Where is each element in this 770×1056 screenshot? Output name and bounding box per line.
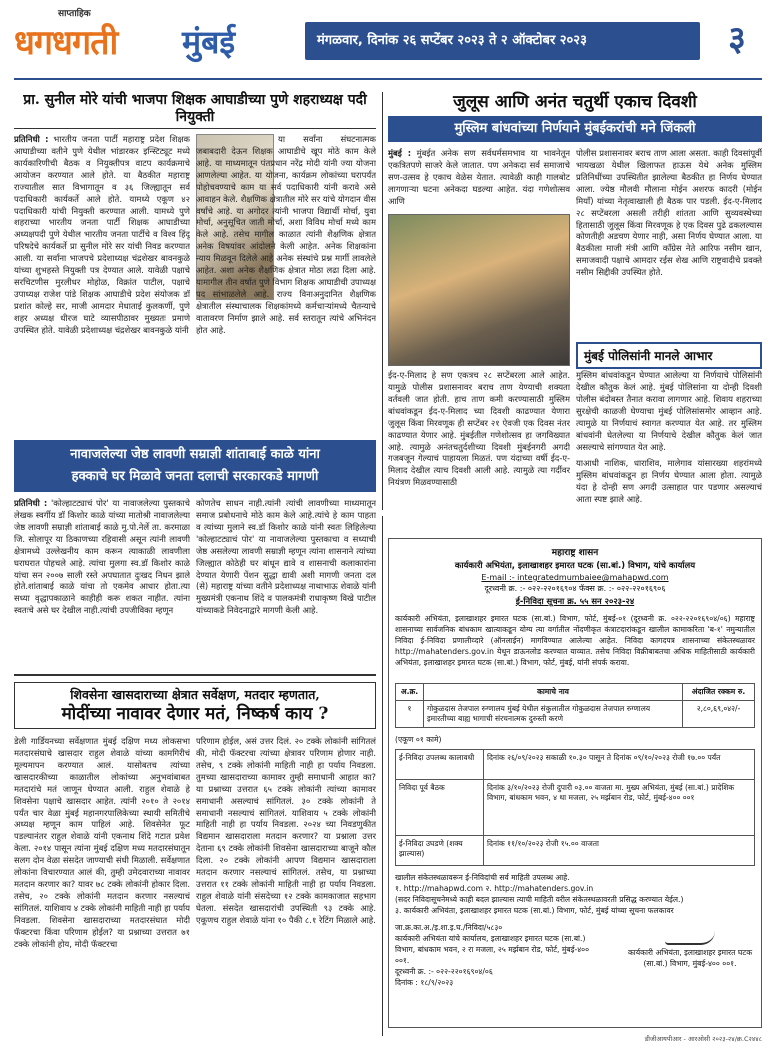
masthead: [0, 0, 770, 86]
article4-col2: परिणाम होईल, असं उत्तर दिलं. २० टक्के लोकांनी सांगितलं की, मोदी फॅक्टरचा त्यांच्या क्षेत्रावर परिणाम होणार नाही. तसेच, ९ टक्के लोकांनी माहिती नाही हा पर्याय निवडला. तुमच्या खासदाराच्या कामावर तुम्ही समाधानी आहात का? या प्रश्नाच्या उत्तरात ६५ टक्के लोकांनी त्यांच्या कामावर समाधानी असल्याचं सांगितलं. ३० टक्के लोकांनी ते समाधानी नसल्याचं सांगितलं. याशिवाय ५ टक्के लोकांनी माहिती नाही हा पर्याय निवडला. २०२४ च्या निवडणुकीत विद्यमान खासदाराला मतदान करणार? या प्रश्नाला उत्तर देताना ६९ टक्के लोकांनी शिवसेना खासदाराच्या बाजूने कौल दिला. २० टक्के लोकांनी आपण विद्यमान खासदाराला मतदान करणार नसल्याचं सांगितलं. तसेच, या प्रश्नाच्या उत्तरात ११ टक्के लोकांनी माहिती नाही हा पर्याय निवडला. राहुल शेवाळे यांनी संसदेच्या १२ टक्के कामकाजात सहभाग घेतला. संसदेत खासदारांची उपस्थिती ९३ टक्के आहे. एकूणच राहुल शेवाळे यांना १० पैकी ८.१ रेटिंग मिळाले आहे.: [196, 736, 376, 925]
header-divider: [14, 78, 762, 80]
col-header-no: अ.क्र.: [396, 684, 424, 701]
article2-byline: मुंबई :: [388, 148, 412, 158]
tender-note-1: १. http://mahapwd.com २. http://mahatenders.gov.in: [395, 884, 594, 893]
article4-headline-line1: शिवसेना खासदाराच्या क्षेत्रात सर्वेक्षण, मतदार म्हणतात,: [70, 687, 320, 702]
article1-headline: प्रा. सुनील मोरे यांची भाजपा शिक्षक आघाडीच्या पुणे शहराध्यक्ष पदी नियुक्ती: [23, 92, 367, 125]
tender-total-works: (एकूण ०१ कामे): [395, 735, 442, 744]
tender-title: महाराष्ट्र शासन: [551, 548, 599, 558]
article2-col2-bottom: मुस्लिम बांधवांकडून घेण्यात आलेल्या या निर्णयाचे पोलिसांनी देखील कौतुक केलं आहे. मुंबई पोलिसांना या दोन्ही दिवशी पोलीस बंदोबस्त तैनात करावा लागणार आहे. शिवाय शहराच्या सुरक्षेची काळजी घेण्याचा मुंबई पोलिसांसमोर आव्हान आहे. त्यामुळे या निर्णयाचं स्वागत करण्यात येत आहे. तर मुस्लिम बांधवांनी घेतलेल्या या निर्णयाचे देखील कौतुक केलं जात असल्याचे सांगण्यात येत आहे.: [576, 370, 762, 452]
article3-col2: कोणतेच साधन नाही.त्यांनी त्यांची लावणीच्या माध्यमातून समाज प्रबोधनाचे मोठे काम केले आहे.त्यांचे हे काम पाहता व त्यांच्या मुलाने स्व.डॉ किशोर काळे यांनी स्वतः लिहिलेल्या 'कोल्हाटट्याचं पोर' या नावाजलेल्या पुस्तकाचा व सध्याची जेष्ठ असलेल्या लावणी सम्राज्ञी म्हणून त्यांना शासनाने त्यांच्या जिल्ह्यात कोठेही घर बांधून द्यावे व शासनाची कलाकारांना देण्यात येणारी पेंशन सुद्धा द्यावी अशी मागणी जनता दल (से) महाराष्ट्र यांच्या वतीने प्रदेशाध्यक्ष नाथाभाऊ शेवाळे यांनी मुख्यमंत्री एकनाथ शिंदे व पालकमंत्री राधाकृष्ण विखे पाटील यांच्याकडे निवेदनाद्वारे मागणी केली आहे.: [196, 498, 376, 616]
article2-col2-tail: याआधी नाशिक, धाराशिव, मालेगाव यांसारख्या शहरांमध्ये मुस्लिम बांधवांकडून हा निर्णय घेण्यात आला होता. त्यामुळे यंदा हे दोन्ही सण अगदी उत्साहात पार पडणार असल्याचं आता स्पष्ट झाले आहे.: [576, 458, 762, 504]
issue-date: मंगळवार, दिनांक २६ सप्टेंबर २०२३ ते २ ऑक्टोबर २०२३: [305, 22, 700, 60]
schedule-value-3: दिनांक ११/१०/२०२३ रोजी १५.०० वाजता: [484, 836, 755, 866]
column-divider-bottom: [382, 516, 383, 1036]
article3-byline: प्रतिनिधी :: [14, 498, 48, 508]
column-divider-top: [382, 92, 383, 510]
tender-outward-no: जा.क्र.का.अ./इ.शा.इ.घ./निविदा/५८३०: [395, 923, 503, 932]
table-row: [396, 750, 755, 780]
tender-sender-office: कार्यकारी अभियंता यांचे कार्यालय, इलाखाशहर इमारत घटक (सा.बां.) विभाग, बांधकाम भवन, २ रा मजला, २५ मर्झबान रोड, फोर्ट, मुंबई-४०० ००१.: [395, 934, 590, 965]
newspaper-logo: [14, 8, 259, 74]
article4-headline: [14, 682, 376, 729]
article3-headline-line2: हक्काचे घर मिळावे जनता दलाची सरकारकडे मागणी: [71, 469, 319, 484]
schedule-label-3: ई-निविदा उघडणे (शक्य झाल्यास): [396, 836, 484, 866]
article2-photo: [388, 214, 570, 366]
article1-col1: प्रतिनिधी : भारतीय जनता पार्टी महाराष्ट्र प्रदेश शिक्षक आघाडीच्या वतीने पुणे येथील भांडारकर इन्स्टिट्यूट मध्ये कार्यकारिणीची बैठक व नियुक्तीपत्र वाटप कार्यक्रमाचे आयोजन करण्यात आले होते. या बैठकीत महाराष्ट्र राज्यातील सात विभागातून व ३६ जिल्ह्यातून सर्व पदाधिकारी कार्यकर्ते आले होते. यामध्ये एकूण ४२ पदाधिकारी यांची नियुक्ती करण्यात आली. यामध्ये पुणे शहराच्या भारतीय जनता पार्टी शिक्षक आघाडीच्या अध्यक्षपदी पुणे येथील भारतीय जनता पार्टीचे व विश्व हिंदू परिषदेचे कार्यकर्ते प्रा सुनील मोरे सर यांची निवड करण्यात आली. या सर्वांना भाजपचे प्रदेशाध्यक्ष चंद्रशेखर बावनकुळे यांच्या शुभहस्ते नियुक्ती पत्र देण्यात आले. यावेळी पक्षाचे सरचिटणीस मुरलीधर मोहोळ, विक्रांत पाटील, पक्षाचे उपाध्यक्ष राजेश पांडे शिक्षक आघाडीचे प्रदेश संयोजक डॉ प्रशांत कोल्हे सर, माजी आमदार मेधाताई कुलकर्णी, पुणे शहर अध्यक्ष धीरज घाटे व्यासपीठावर मुख्यतः प्रमाणे उपस्थित होते. यावेळी प्रदेशाध्यक्ष चंद्रशेखर बावनकुळे यांनी: [14, 134, 190, 335]
tender-email: E-mail :- integratedmumbaiee@mahapwd.com: [481, 573, 669, 582]
col-header-work: कामाचे नाव: [424, 684, 683, 701]
article2-col1-top: मुंबई : मुंबईत अनेक सण सर्वधर्मसमभाव या भावनेतून एकत्रितपणे साजरे केले जातात. पण अनेकदा सर्व समाजाचे सण-उत्सव हे एकाच वेळेस येतात. त्यावेळी काही गालबोट लागणाऱ्या घटना अनेकदा घडल्या आहेत. यंदा गणेशोत्सव आणि: [388, 148, 570, 206]
tender-phone: दूरध्वनी क्र. :- ०२२-२२०१६९०४ फॅक्स क्र. :- ०२२-२२०१६९०६: [484, 584, 666, 593]
tender-notice-number: ई-निविदा सूचना क्र. ५५ सन २०२३-२४: [515, 596, 635, 606]
table-row: [396, 836, 755, 866]
article2-col1-bottom: ईद-ए-मिलाद हे सण एकत्रच २८ सप्टेंबरला आले आहेत. यामुळे पोलीस प्रशासनावर बराच ताण येण्याची शक्यता वर्तवली जात होती. हाच ताण कमी करण्यासाठी मुस्लिम बांधवांकडून ईद-ए-मिलाद च्या दिवशी काढण्यात येणारा जुलूस किंवा मिरवणूक ही सप्टेंबर २१ ऐवजी एक दिवस नंतर काढण्यात येणार आहे. मुंबईतील गणेशोत्सव हा जगविख्यात आहे. त्यामुळे अनंतचतुर्दशीच्या दिवशी मुंबईनगरी अगदी गजबजून गेल्याचं पाहायला मिळतं. पण यंदाच्या वर्षी ईद-ए-मिलाद देखील त्याच दिवशी आली आहे. त्यामुळे त्या गर्दीवर नियंत्रण मिळवण्यासाठी: [388, 370, 570, 488]
article2-headline-line1: जुलूस आणि अनंत चतुर्थी एकाच दिवशी: [453, 92, 697, 112]
article1-byline: प्रतिनिधी :: [14, 134, 49, 144]
article1-divider: [14, 128, 376, 129]
tender-sender-phone: दूरध्वनी क्र. :- ०२२-२२०१६९०४/०६: [395, 967, 493, 976]
tender-note-2: (सदर निविदासूचनेमध्ये काही बदल झाल्यास त्याची माहिती वरील संकेतस्थळावरती प्रसिद्ध करण्यात येईल.): [395, 895, 684, 904]
signature-icon: [665, 931, 715, 945]
logo-name-part1: धगधगती: [14, 23, 118, 63]
article3-banner: [14, 440, 376, 492]
article2-headline-line2: मुस्लिम बांधवांच्या निर्णयाने मुंबईकरांची मने जिंकली: [388, 116, 762, 142]
tender-sender-date: दिनांक : १८/९/२०२३: [395, 978, 454, 987]
tender-notes-title: खालील संकेतस्थळावरून ई-निविदांची सर्व माहिती उपलब्ध आहे.: [395, 873, 570, 882]
tender-note-3: ३. कार्यकारी अभियंता, इलाखाशहर इमारत घटक (सा.बां.) विभाग, फोर्ट, मुंबई यांच्या सूचना फलकावर: [395, 906, 674, 915]
article3-col1: प्रतिनिधी : 'कोल्हाटट्याचं पोर' या नावाजलेल्या पुस्तकाचे लेखक स्वर्गीय डॉ किशोर काळे यांच्या मातोश्री नावाजलेल्या जेष्ठ लावणी सम्राज्ञी शांताबाई काळे मु.पो.नेर्ले ता. करमाळा जि. सोलापूर या ठिकाणच्या रहिवासी असून त्यांनी लावणी क्षेत्रामध्ये उल्लेखनीय काम करून त्याकाळी लावणीला घराघरात पोहचले आहे. त्यांचा मुलगा स्व.डॉ किशोर काळे यांचा सन २००७ साली रस्ते अपघातात दुःखद निधन झाले होते.शांताबाई काळे यांचा तो एकमेव आधार होता.त्या सध्या वृद्धापकाळाने काहीही करू शकत नाहीत. त्यांना स्वतःचे असे घर देखील नाही.त्यांची उपजीविका म्हणून: [14, 498, 190, 616]
article4-col1: डेली गार्डियनच्या सर्वेक्षणात मुंबई दक्षिण मध्य लोकसभा मतदारसंघाचे खासदार राहुल शेवाळे यांच्या कामगिरीचं मूल्यमापन करण्यात आलं. यासोबतच त्यांच्या खासदारकीच्या काळातील लोकांच्या अनुभवांबाबत मतदारांचे मतं जाणून घेण्यात आली. राहुल शेवाळे हे शिवसेना पक्षाचे खासदार आहेत. त्यांनी २०१० ते २०१४ पर्यंत चार वेळा मुंबई महानगरपालिकेच्या स्थायी समितीचे अध्यक्ष म्हणून काम पाहिलं आहे. शिवसेनेत फूट पडल्यानंतर राहुल शेवाळे यांनी एकनाथ शिंदे गटात प्रवेश केला. २०१४ पासून त्यांना मुंबई दक्षिण मध्य मतदारसंघातून सलग दोन वेळा संसदेत जाण्याची संधी मिळाली. सर्वेक्षणात लोकांना विचारण्यात आलं की, तुम्ही उमेदवाराच्या नावावर मतदान करणार का? यावर ७८ टक्के लोकांनी होकार दिला. तसेच, २० टक्के लोकांनी मतदान करणार नसल्याचं सांगितलं. याशिवाय ४ टक्के लोकांनी माहिती नाही हा पर्याय निवडला. शिवसेना खासदाराच्या मतदारसंघात मोदी फॅक्टरचा किंवा परिणाम होईल? या प्रश्नाच्या उत्तरात ७१ टक्के लोकांनी होय, मोदी फॅक्टरचा: [14, 736, 190, 949]
row-work: गोकुळदास तेजपाल रुग्णालय मुंबई येथील संकुलातील गोकुळदास तेजपाल रुग्णालय इमारतीच्या बाह्य भागाची संरचनात्मक दुरुस्ती करणे: [424, 701, 683, 728]
tender-signatory: कार्यकारी अभियंता, इलाखाशहर इमारत घटक (सा.बां.) विभाग, मुंबई-४०० ००१.: [627, 948, 753, 968]
tender-notice: [388, 538, 762, 1028]
table-row: [396, 701, 755, 728]
row-no: १: [396, 701, 424, 728]
tender-schedule-table: [395, 749, 755, 866]
article2-col2-top: पोलीस प्रशासनावर बराच ताण आला असता. काही दिवसांपूर्वी भायखळा येथील खिलाफत हाऊस येथे अनेक मुस्लिम प्रतिनिधींच्या उपस्थितीत झालेल्या बैठकीत हा निर्णय घेण्यात आला. ज्येष्ठ मौलवी मौलाना मोईन अशरफ कादरी (मोईन मियाँ) यांच्या नेतृत्वाखाली ही बैठक पार पडली. ईद-ए-मिलाद २८ सप्टेंबरला असली तरीही शांतता आणि सुव्यवस्थेच्या हितासाठी जुलूस किंवा मिरवणूक हे एक दिवस पुढे ढकलल्यास कोणतीही अडचण येणार नाही, असा निर्णय घेण्यात आला. या बैठकीला माजी मंत्री आणि काँग्रेस नेते आरिफ नसीम खान, समाजवादी पक्षाचे आमदार रईस शेख आणि राष्ट्रवादीचे प्रवक्ते नसीम सिद्दीकी उपस्थित होते.: [576, 148, 762, 278]
schedule-value-2: दिनांक ३/१०/२०२३ रोजी दुपारी ०३.०० वाजता मा. मुख्य अभियंता, मुंबई (सा.बां.) प्रादेशिक विभाग, बांधकाम भवन, ४ था मजला, २५ मर्झबान रोड, फोर्ट, मुंबई-४०० ००१: [484, 780, 755, 836]
col-header-amount: अंदाजित रक्कम रु.: [683, 684, 755, 701]
tender-works-table: [395, 683, 755, 728]
tender-intro: कार्यकारी अभियंता, इलाखाशहर इमारत घटक (सा.बां.) विभाग, फोर्ट, मुंबई-०१ (दूरध्वनी क्र. ०२२-२२०१६९०४/०६) महाराष्ट्र शासनाच्या सार्वजनिक बांधकाम खात्याकडून योग्य त्या वर्गातील नोंदणीकृत कंत्राटदारांकडून खालील कामाकरिता 'ब-१' नमुन्यातील निविदा ई-निविदा प्रणालीव्दारे (ऑनलाईन) मागविण्यात आलेल्या आहेत. निविदा कागदपत्र शासनाच्या संकेतस्थळावर http://mahatenders.gov.in येथून डाऊनलोड करण्यात याव्यात. तसेच निविदा विक्रीबाबतचा अधिक माहितीसाठी कार्यकारी अभियंता, इलाखाशहर इमारत घटक (सा.बां.) विभाग, फोर्ट, मुंबई, यांनी संपर्क करावा.: [395, 614, 755, 667]
schedule-value-1: दिनांक २६/०९/२०२३ सकाळी १०.३० पासून ते दिनांक ०९/१०/२०२३ रोजी १७.०० पर्यंत: [484, 750, 755, 780]
weekly-label: साप्ताहिक: [58, 9, 91, 19]
article2-subhead: मुंबई पोलिसांनी मानले आभार: [576, 342, 762, 369]
article1-col2: या सर्वांना संघटनात्मक जबाबदारी देऊन शिक्षक आघाडीचे खूप मोठे काम केले आहे. या माध्यमातून पंतप्रधान नरेंद्र मोदी यांनी ज्या योजना आणलेल्या आहेत. या योजना, कार्यक्रम लोकांच्या घरापर्यंत पोहोचवण्याचे काम या सर्व पदाधिकारी यांनी करावे असे आवाहन केले. शैक्षणिक क्षेत्रातील मोरे सर यांचे योगदान वीस वर्षांचे आहे. या अगोदर त्यांनी भाजपा विद्यार्थी मोर्चा, युवा मोर्चा, अनुसूचित जाती मोर्चा, अशा विविध मोर्चा मध्ये काम केले आहे. तसेच मागील काळात त्यांनी शैक्षणिक क्षेत्रात अनेक विषयांवर आंदोलने केली आहेत. अनेक शिक्षकांना न्याय मिळवून दिलेले आहे अनेक संस्थांचे प्रश्न मार्गी लावलेले आहेत. अशा अनेक शैक्षणिक क्षेत्रात मोठा लढा दिला आहे. यामागील तीन वर्षात पुणे विभाग शिक्षक आघाडीची उपाध्यक्ष पद सांभाळलेले आहे. राज्य विनाअनुदानित शैक्षणिक क्षेत्रातील संस्थाचालक शिक्षकांमध्ये कर्मचाऱ्यांमध्ये चैतन्याचे वातावरण निर्माण झाले आहे. सर्व स्तरातून त्यांचे अभिनंदन होत आहे.: [196, 134, 376, 335]
article3-headline-line1: नावाजलेल्या जेष्ठ लावणी सम्राज्ञी शांताबाई काळे यांना: [70, 447, 320, 462]
article4-headline-line2: मोदींच्या नावावर देणार मतं, निष्कर्ष काय ?: [61, 704, 329, 724]
schedule-label-2: निविदा पूर्व बैठक: [396, 780, 484, 836]
tender-office: कार्यकारी अभियंता, इलाखाशहर इमारत घटक (सा.बां.) विभाग, यांचे कार्यालय: [454, 560, 696, 570]
page-number: ३: [728, 19, 746, 59]
article-divider: [14, 674, 376, 676]
logo-name-part2: मुंबई: [182, 23, 236, 61]
schedule-label-1: ई-निविदा उपलब्ध कालावधी: [396, 750, 484, 780]
row-amount: २,८०,६९,०४२/-: [683, 701, 755, 728]
dgipr-code: डीजीआयपीआर - आरओसी २०२३-२४/क्र.C२४४८: [644, 1035, 762, 1043]
table-row: [396, 780, 755, 836]
